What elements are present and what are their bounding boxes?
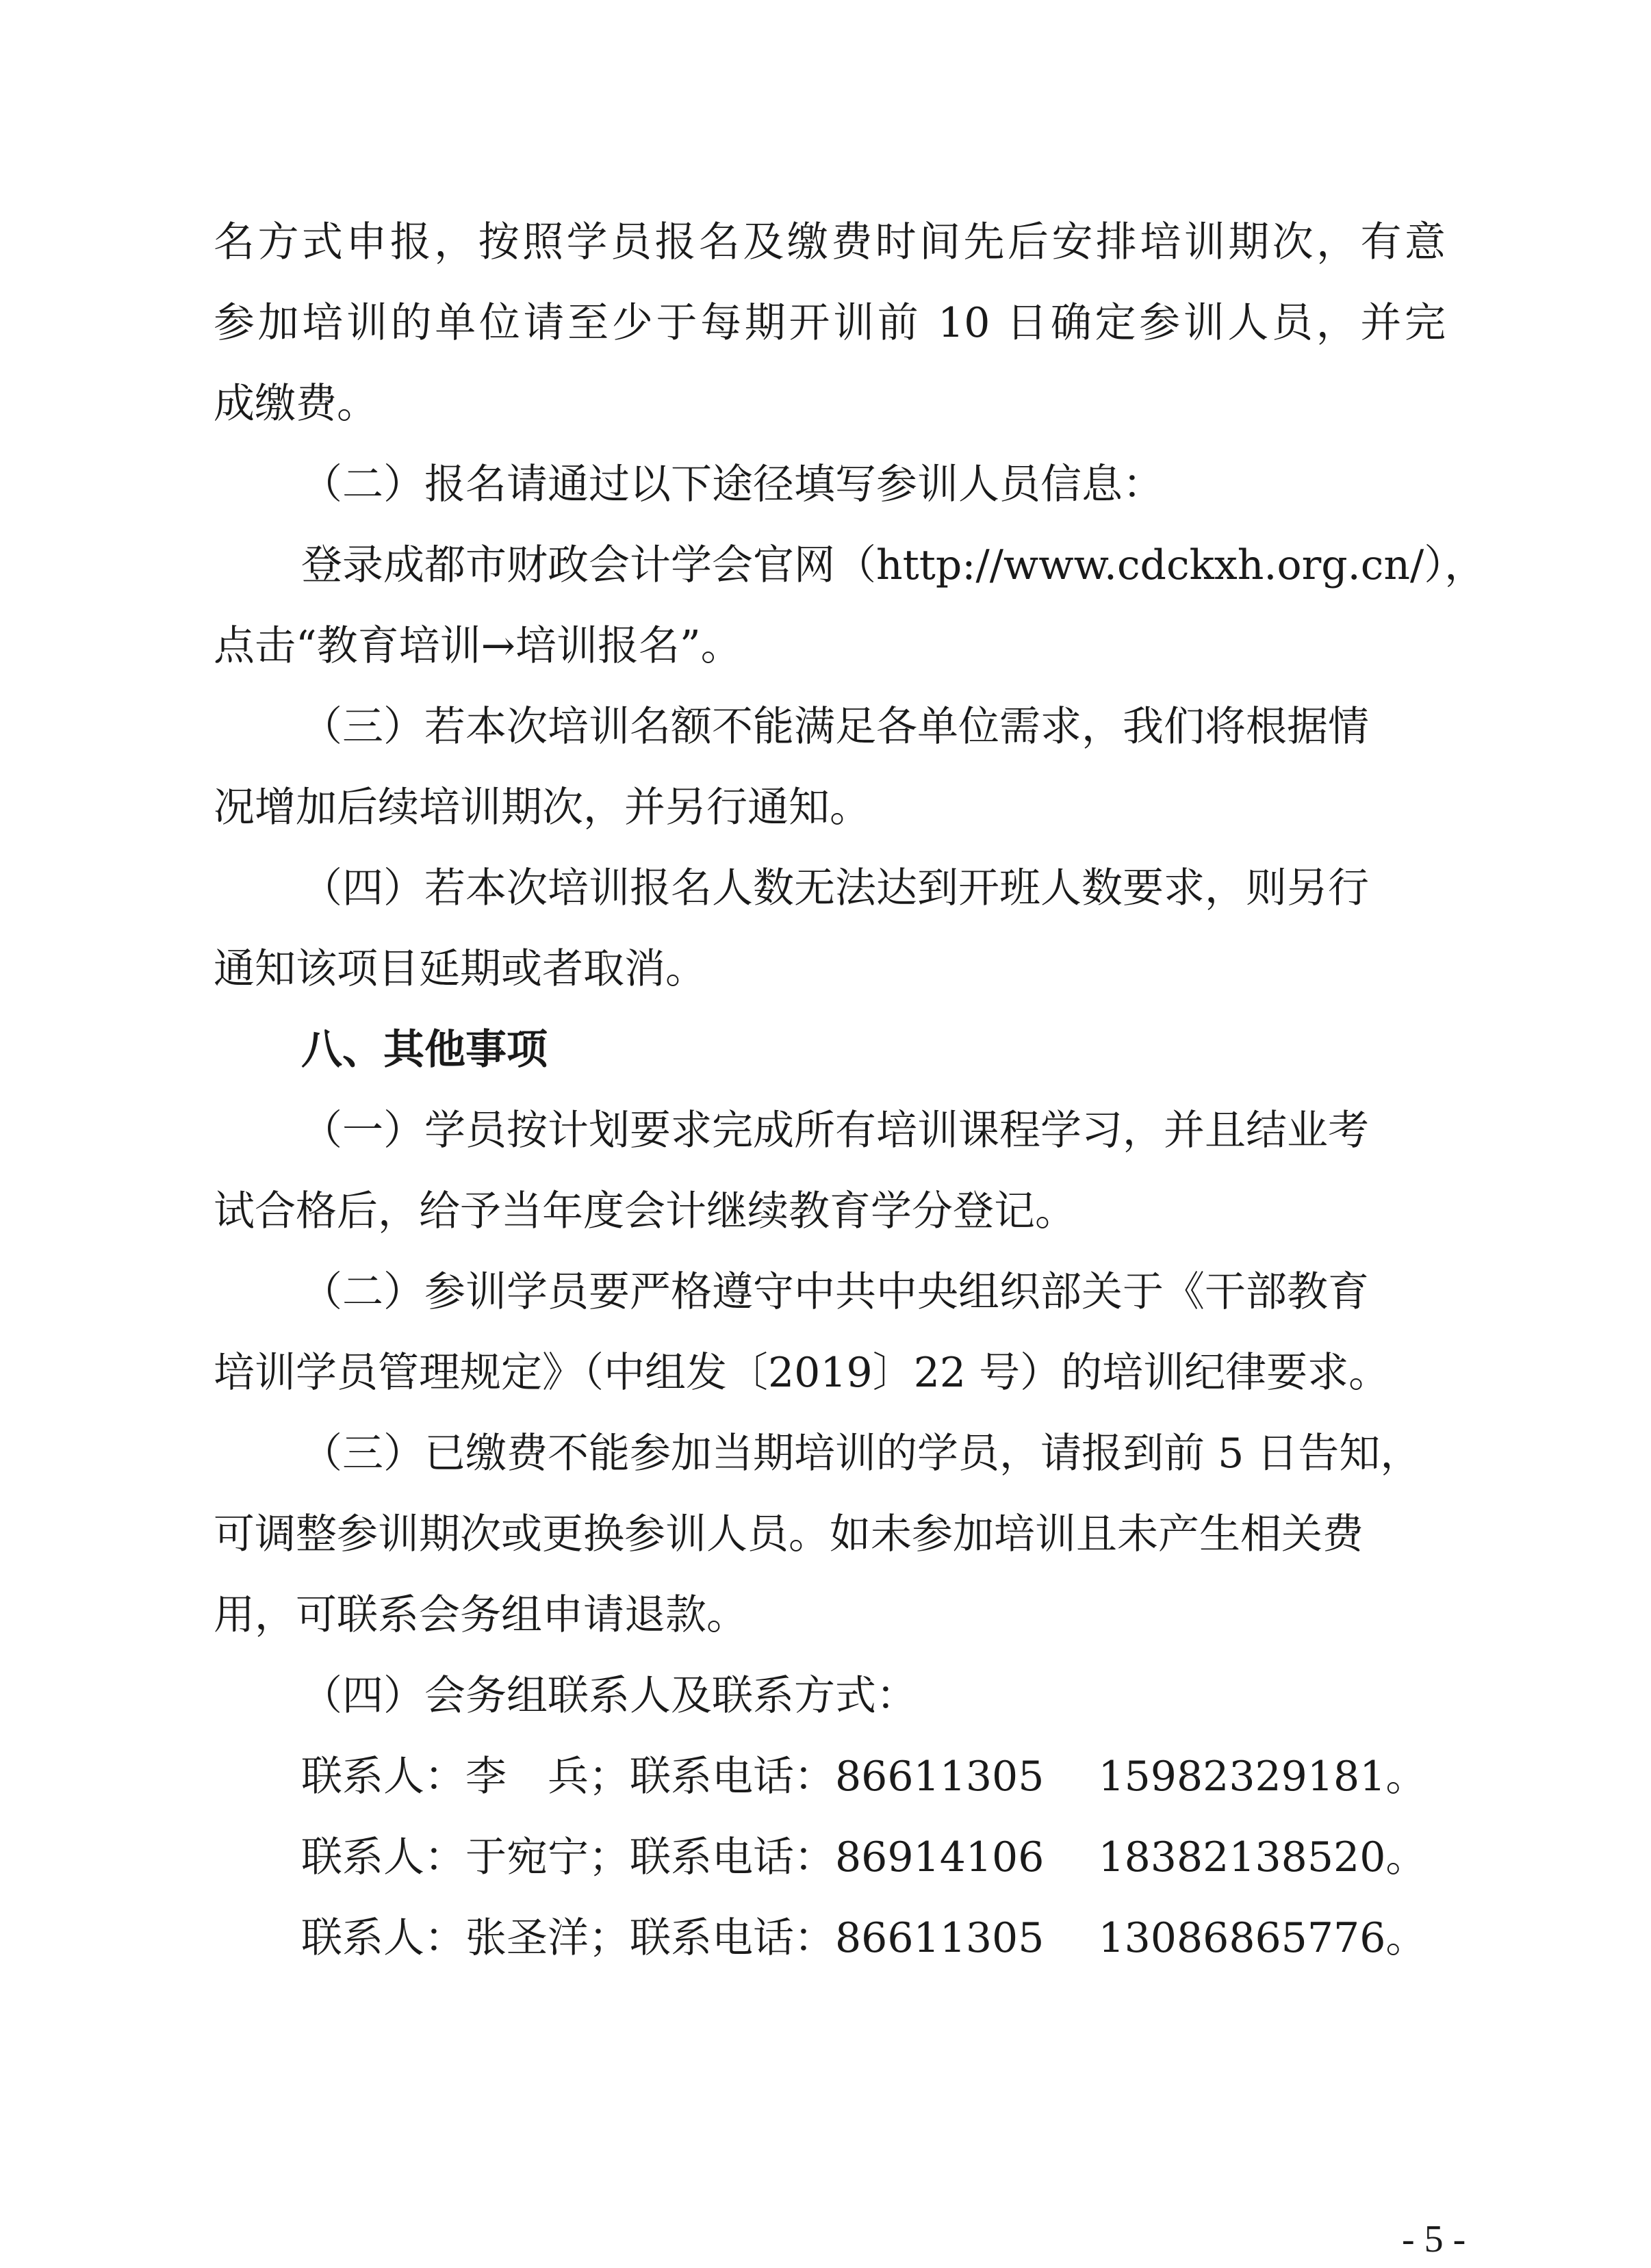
paragraph-line: 培训学员管理规定》（中组发〔2019〕22 号）的培训纪律要求。 <box>214 1349 1390 1397</box>
paragraph-line: （二）参训学员要严格遵守中共中央组织部关于《干部教育 <box>301 1268 1369 1316</box>
paragraph-line: （三）若本次培训名额不能满足各单位需求，我们将根据情 <box>301 703 1369 751</box>
paragraph-line: （四）若本次培训报名人数无法达到开班人数要求，则另行 <box>301 864 1369 912</box>
paragraph-line: 名方式申报，按照学员报名及缴费时间先后安排培训期次，有意 <box>214 218 1446 266</box>
page-number: - 5 - <box>1402 2218 1466 2260</box>
paragraph-line: （四）会务组联系人及联系方式： <box>301 1672 917 1720</box>
paragraph-line: 用，可联系会务组申请退款。 <box>214 1591 747 1639</box>
paragraph-line: （三）已缴费不能参加当期培训的学员，请报到前 5 日告知， <box>301 1430 1422 1478</box>
paragraph-line: 试合格后，给予当年度会计继续教育学分登记。 <box>214 1187 1076 1235</box>
paragraph-line: 点击“教育培训→培训报名”。 <box>214 622 742 670</box>
contact-line: 联系人：李 兵；联系电话：86611305 15982329181。 <box>301 1753 1427 1801</box>
paragraph-line: 况增加后续培训期次，并另行通知。 <box>214 784 871 832</box>
section-heading: 八、其他事项 <box>301 1026 548 1074</box>
paragraph-line: 成缴费。 <box>214 380 378 428</box>
paragraph-line: （一）学员按计划要求完成所有培训课程学习，并且结业考 <box>301 1107 1369 1155</box>
paragraph-line: 通知该项目延期或者取消。 <box>214 945 706 993</box>
paragraph-line: 参加培训的单位请至少于每期开训前 10 日确定参训人员，并完 <box>214 299 1446 347</box>
paragraph-line: （二）报名请通过以下途径填写参训人员信息： <box>301 461 1164 508</box>
contact-line: 联系人：张圣洋；联系电话：86611305 13086865776。 <box>301 1914 1427 1962</box>
paragraph-line: 可调整参训期次或更换参训人员。如未参加培训且未产生相关费 <box>214 1510 1364 1558</box>
paragraph-line: 登录成都市财政会计学会官网（http://www.cdckxh.org.cn/）， <box>301 541 1486 589</box>
contact-line: 联系人：于宛宁；联系电话：86914106 18382138520。 <box>301 1833 1427 1881</box>
